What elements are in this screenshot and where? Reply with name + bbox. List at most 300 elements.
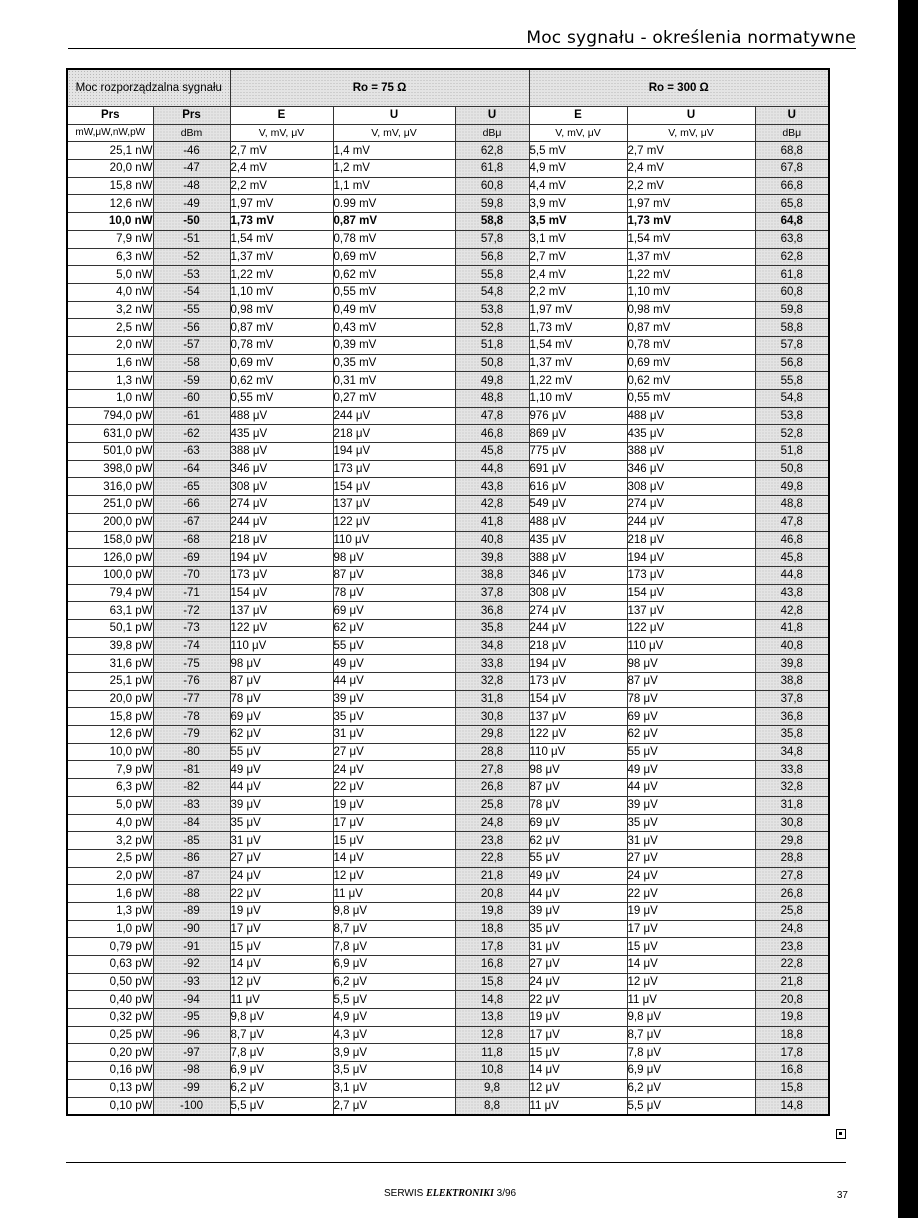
cell-u-75: 3,9 μV bbox=[333, 1044, 455, 1062]
cell-e-75: 62 μV bbox=[230, 726, 333, 744]
cell-prs-power: 2,0 pW bbox=[67, 867, 153, 885]
cell-prs-dbm: -59 bbox=[153, 372, 230, 390]
cell-dbu-300: 49,8 bbox=[755, 478, 829, 496]
cell-dbu-75: 36,8 bbox=[455, 602, 529, 620]
unit-prs-mw: mW,μW,nW,pW bbox=[67, 124, 153, 142]
unit-dbu-75: dBμ bbox=[455, 124, 529, 142]
cell-dbu-75: 33,8 bbox=[455, 655, 529, 673]
cell-prs-power: 5,0 pW bbox=[67, 796, 153, 814]
cell-dbu-300: 27,8 bbox=[755, 867, 829, 885]
cell-dbu-300: 17,8 bbox=[755, 1044, 829, 1062]
cell-dbu-300: 42,8 bbox=[755, 602, 829, 620]
table-row bbox=[67, 460, 829, 478]
table-row bbox=[67, 708, 829, 726]
cell-dbu-75: 52,8 bbox=[455, 319, 529, 337]
cell-e-75: 1,97 mV bbox=[230, 195, 333, 213]
cell-prs-power: 0,79 pW bbox=[67, 938, 153, 956]
cell-dbu-75: 59,8 bbox=[455, 195, 529, 213]
cell-u-300: 173 μV bbox=[627, 566, 755, 584]
cell-u-300: 7,8 μV bbox=[627, 1044, 755, 1062]
cell-u-75: 0,35 mV bbox=[333, 354, 455, 372]
cell-prs-dbm: -74 bbox=[153, 637, 230, 655]
cell-dbu-300: 33,8 bbox=[755, 761, 829, 779]
cell-e-300: 2,7 mV bbox=[529, 248, 627, 266]
table-row bbox=[67, 761, 829, 779]
cell-dbu-300: 61,8 bbox=[755, 266, 829, 284]
cell-dbu-75: 22,8 bbox=[455, 849, 529, 867]
cell-e-75: 1,22 mV bbox=[230, 266, 333, 284]
cell-e-300: 775 μV bbox=[529, 443, 627, 461]
cell-e-75: 6,2 μV bbox=[230, 1079, 333, 1097]
cell-dbu-75: 19,8 bbox=[455, 902, 529, 920]
cell-u-300: 98 μV bbox=[627, 655, 755, 673]
cell-u-300: 9,8 μV bbox=[627, 1009, 755, 1027]
cell-prs-power: 316,0 pW bbox=[67, 478, 153, 496]
cell-prs-dbm: -93 bbox=[153, 973, 230, 991]
table-row bbox=[67, 1097, 829, 1115]
cell-e-75: 17 μV bbox=[230, 920, 333, 938]
cell-u-300: 1,37 mV bbox=[627, 248, 755, 266]
cell-u-75: 0,69 mV bbox=[333, 248, 455, 266]
cell-u-300: 0,87 mV bbox=[627, 319, 755, 337]
cell-e-300: 5,5 mV bbox=[529, 142, 627, 160]
cell-prs-power: 1,3 nW bbox=[67, 372, 153, 390]
cell-dbu-300: 52,8 bbox=[755, 425, 829, 443]
cell-prs-dbm: -57 bbox=[153, 336, 230, 354]
cell-u-75: 0,39 mV bbox=[333, 336, 455, 354]
cell-u-75: 0.99 mV bbox=[333, 195, 455, 213]
cell-e-300: 869 μV bbox=[529, 425, 627, 443]
cell-prs-dbm: -92 bbox=[153, 956, 230, 974]
cell-e-75: 122 μV bbox=[230, 619, 333, 637]
cell-u-75: 69 μV bbox=[333, 602, 455, 620]
cell-u-300: 11 μV bbox=[627, 991, 755, 1009]
cell-u-75: 5,5 μV bbox=[333, 991, 455, 1009]
header-ro-75: Ro = 75 Ω bbox=[230, 69, 529, 107]
table-row bbox=[67, 213, 829, 231]
cell-u-300: 39 μV bbox=[627, 796, 755, 814]
cell-prs-dbm: -47 bbox=[153, 160, 230, 178]
col-u-75: U bbox=[333, 107, 455, 125]
cell-e-300: 1,22 mV bbox=[529, 372, 627, 390]
cell-e-75: 2,4 mV bbox=[230, 160, 333, 178]
cell-dbu-75: 14,8 bbox=[455, 991, 529, 1009]
cell-dbu-300: 48,8 bbox=[755, 496, 829, 514]
cell-prs-dbm: -76 bbox=[153, 673, 230, 691]
cell-u-300: 27 μV bbox=[627, 849, 755, 867]
cell-prs-power: 7,9 nW bbox=[67, 230, 153, 248]
cell-u-300: 31 μV bbox=[627, 832, 755, 850]
footer-issue: 3/96 bbox=[496, 1188, 517, 1199]
cell-u-300: 0,55 mV bbox=[627, 390, 755, 408]
cell-prs-dbm: -50 bbox=[153, 213, 230, 231]
cell-u-300: 17 μV bbox=[627, 920, 755, 938]
table-row bbox=[67, 849, 829, 867]
cell-u-300: 1,97 mV bbox=[627, 195, 755, 213]
cell-prs-dbm: -71 bbox=[153, 584, 230, 602]
cell-e-75: 194 μV bbox=[230, 549, 333, 567]
table-body bbox=[67, 142, 829, 1115]
unit-u-300: V, mV, μV bbox=[627, 124, 755, 142]
cell-e-75: 1,37 mV bbox=[230, 248, 333, 266]
cell-prs-dbm: -72 bbox=[153, 602, 230, 620]
cell-prs-power: 2,5 nW bbox=[67, 319, 153, 337]
cell-u-300: 2,4 mV bbox=[627, 160, 755, 178]
cell-prs-power: 501,0 pW bbox=[67, 443, 153, 461]
cell-u-75: 8,7 μV bbox=[333, 920, 455, 938]
cell-dbu-300: 18,8 bbox=[755, 1026, 829, 1044]
table-row bbox=[67, 584, 829, 602]
cell-dbu-75: 23,8 bbox=[455, 832, 529, 850]
cell-dbu-75: 62,8 bbox=[455, 142, 529, 160]
cell-u-300: 0,69 mV bbox=[627, 354, 755, 372]
cell-u-75: 122 μV bbox=[333, 513, 455, 531]
cell-prs-power: 12,6 nW bbox=[67, 195, 153, 213]
cell-prs-power: 100,0 pW bbox=[67, 566, 153, 584]
cell-u-75: 0,55 mV bbox=[333, 283, 455, 301]
cell-e-75: 24 μV bbox=[230, 867, 333, 885]
cell-dbu-75: 11,8 bbox=[455, 1044, 529, 1062]
cell-dbu-75: 41,8 bbox=[455, 513, 529, 531]
cell-u-300: 308 μV bbox=[627, 478, 755, 496]
cell-u-300: 2,2 mV bbox=[627, 177, 755, 195]
col-prs-mw: Prs bbox=[67, 107, 153, 125]
cell-prs-power: 631,0 pW bbox=[67, 425, 153, 443]
cell-prs-dbm: -95 bbox=[153, 1009, 230, 1027]
cell-prs-power: 1,3 pW bbox=[67, 902, 153, 920]
cell-u-300: 110 μV bbox=[627, 637, 755, 655]
cell-dbu-75: 35,8 bbox=[455, 619, 529, 637]
cell-prs-dbm: -73 bbox=[153, 619, 230, 637]
cell-prs-power: 4,0 nW bbox=[67, 283, 153, 301]
cell-e-300: 308 μV bbox=[529, 584, 627, 602]
cell-dbu-300: 51,8 bbox=[755, 443, 829, 461]
cell-dbu-300: 31,8 bbox=[755, 796, 829, 814]
cell-dbu-300: 26,8 bbox=[755, 885, 829, 903]
cell-u-300: 35 μV bbox=[627, 814, 755, 832]
cell-prs-dbm: -81 bbox=[153, 761, 230, 779]
cell-dbu-300: 41,8 bbox=[755, 619, 829, 637]
cell-prs-power: 0,16 pW bbox=[67, 1062, 153, 1080]
cell-prs-power: 6,3 nW bbox=[67, 248, 153, 266]
cell-u-75: 44 μV bbox=[333, 673, 455, 691]
cell-u-75: 31 μV bbox=[333, 726, 455, 744]
cell-e-300: 14 μV bbox=[529, 1062, 627, 1080]
cell-prs-power: 0,13 pW bbox=[67, 1079, 153, 1097]
table-row bbox=[67, 177, 829, 195]
header-ro-300: Ro = 300 Ω bbox=[529, 69, 829, 107]
cell-dbu-300: 67,8 bbox=[755, 160, 829, 178]
cell-prs-dbm: -84 bbox=[153, 814, 230, 832]
cell-e-300: 122 μV bbox=[529, 726, 627, 744]
cell-prs-dbm: -58 bbox=[153, 354, 230, 372]
cell-dbu-300: 55,8 bbox=[755, 372, 829, 390]
cell-dbu-300: 43,8 bbox=[755, 584, 829, 602]
cell-dbu-300: 36,8 bbox=[755, 708, 829, 726]
unit-prs-dbm: dBm bbox=[153, 124, 230, 142]
cell-e-300: 110 μV bbox=[529, 743, 627, 761]
cell-prs-power: 5,0 nW bbox=[67, 266, 153, 284]
cell-e-300: 2,2 mV bbox=[529, 283, 627, 301]
cell-dbu-75: 55,8 bbox=[455, 266, 529, 284]
cell-dbu-300: 38,8 bbox=[755, 673, 829, 691]
cell-prs-dbm: -48 bbox=[153, 177, 230, 195]
cell-dbu-75: 45,8 bbox=[455, 443, 529, 461]
cell-e-300: 98 μV bbox=[529, 761, 627, 779]
cell-prs-power: 794,0 pW bbox=[67, 407, 153, 425]
cell-u-300: 6,9 μV bbox=[627, 1062, 755, 1080]
cell-prs-dbm: -77 bbox=[153, 690, 230, 708]
table-row bbox=[67, 319, 829, 337]
cell-dbu-75: 58,8 bbox=[455, 213, 529, 231]
cell-dbu-75: 20,8 bbox=[455, 885, 529, 903]
table-row bbox=[67, 354, 829, 372]
cell-dbu-300: 22,8 bbox=[755, 956, 829, 974]
cell-e-75: 435 μV bbox=[230, 425, 333, 443]
cell-prs-dbm: -82 bbox=[153, 779, 230, 797]
cell-u-75: 154 μV bbox=[333, 478, 455, 496]
cell-e-75: 9,8 μV bbox=[230, 1009, 333, 1027]
cell-e-75: 8,7 μV bbox=[230, 1026, 333, 1044]
cell-e-300: 11 μV bbox=[529, 1097, 627, 1115]
cell-u-300: 1,54 mV bbox=[627, 230, 755, 248]
table-row bbox=[67, 796, 829, 814]
cell-dbu-75: 31,8 bbox=[455, 690, 529, 708]
cell-dbu-75: 9,8 bbox=[455, 1079, 529, 1097]
cell-prs-power: 12,6 pW bbox=[67, 726, 153, 744]
cell-e-300: 435 μV bbox=[529, 531, 627, 549]
table-row bbox=[67, 902, 829, 920]
cell-e-75: 0,55 mV bbox=[230, 390, 333, 408]
cell-prs-power: 6,3 pW bbox=[67, 779, 153, 797]
table-row bbox=[67, 496, 829, 514]
cell-dbu-75: 34,8 bbox=[455, 637, 529, 655]
cell-dbu-300: 28,8 bbox=[755, 849, 829, 867]
cell-u-75: 0,43 mV bbox=[333, 319, 455, 337]
table-row bbox=[67, 1026, 829, 1044]
cell-e-300: 2,4 mV bbox=[529, 266, 627, 284]
cell-u-300: 488 μV bbox=[627, 407, 755, 425]
table-row bbox=[67, 973, 829, 991]
cell-prs-dbm: -66 bbox=[153, 496, 230, 514]
table-row bbox=[67, 779, 829, 797]
cell-u-75: 0,62 mV bbox=[333, 266, 455, 284]
table-header bbox=[67, 69, 829, 142]
cell-e-300: 19 μV bbox=[529, 1009, 627, 1027]
cell-prs-power: 398,0 pW bbox=[67, 460, 153, 478]
cell-e-75: 44 μV bbox=[230, 779, 333, 797]
table-row bbox=[67, 513, 829, 531]
cell-u-75: 15 μV bbox=[333, 832, 455, 850]
cell-e-300: 39 μV bbox=[529, 902, 627, 920]
cell-dbu-75: 42,8 bbox=[455, 496, 529, 514]
cell-u-75: 19 μV bbox=[333, 796, 455, 814]
cell-dbu-75: 44,8 bbox=[455, 460, 529, 478]
cell-dbu-300: 44,8 bbox=[755, 566, 829, 584]
cell-dbu-75: 28,8 bbox=[455, 743, 529, 761]
cell-dbu-75: 26,8 bbox=[455, 779, 529, 797]
cell-prs-dbm: -89 bbox=[153, 902, 230, 920]
cell-e-300: 62 μV bbox=[529, 832, 627, 850]
table-row bbox=[67, 407, 829, 425]
cell-dbu-75: 57,8 bbox=[455, 230, 529, 248]
cell-prs-dbm: -96 bbox=[153, 1026, 230, 1044]
cell-e-75: 27 μV bbox=[230, 849, 333, 867]
page-title: Moc sygnału - określenia normatywne bbox=[526, 28, 856, 48]
cell-u-75: 0,78 mV bbox=[333, 230, 455, 248]
scan-edge-bar bbox=[898, 0, 918, 1218]
cell-dbu-300: 20,8 bbox=[755, 991, 829, 1009]
cell-dbu-75: 30,8 bbox=[455, 708, 529, 726]
table-row bbox=[67, 478, 829, 496]
cell-e-75: 137 μV bbox=[230, 602, 333, 620]
cell-e-300: 44 μV bbox=[529, 885, 627, 903]
cell-e-300: 17 μV bbox=[529, 1026, 627, 1044]
cell-e-300: 22 μV bbox=[529, 991, 627, 1009]
cell-dbu-300: 16,8 bbox=[755, 1062, 829, 1080]
cell-dbu-300: 30,8 bbox=[755, 814, 829, 832]
cell-dbu-300: 32,8 bbox=[755, 779, 829, 797]
table-row bbox=[67, 726, 829, 744]
cell-u-75: 49 μV bbox=[333, 655, 455, 673]
cell-prs-power: 0,10 pW bbox=[67, 1097, 153, 1115]
cell-dbu-300: 53,8 bbox=[755, 407, 829, 425]
cell-prs-dbm: -99 bbox=[153, 1079, 230, 1097]
cell-e-300: 549 μV bbox=[529, 496, 627, 514]
cell-dbu-300: 21,8 bbox=[755, 973, 829, 991]
cell-e-75: 39 μV bbox=[230, 796, 333, 814]
cell-e-75: 6,9 μV bbox=[230, 1062, 333, 1080]
unit-dbu-300: dBμ bbox=[755, 124, 829, 142]
table-row bbox=[67, 814, 829, 832]
cell-u-75: 17 μV bbox=[333, 814, 455, 832]
cell-dbu-75: 51,8 bbox=[455, 336, 529, 354]
cell-prs-power: 2,5 pW bbox=[67, 849, 153, 867]
cell-u-75: 78 μV bbox=[333, 584, 455, 602]
table-row bbox=[67, 266, 829, 284]
table-row bbox=[67, 230, 829, 248]
cell-u-300: 44 μV bbox=[627, 779, 755, 797]
cell-dbu-300: 46,8 bbox=[755, 531, 829, 549]
col-u-300: U bbox=[627, 107, 755, 125]
cell-u-300: 122 μV bbox=[627, 619, 755, 637]
cell-prs-power: 15,8 nW bbox=[67, 177, 153, 195]
cell-dbu-75: 54,8 bbox=[455, 283, 529, 301]
cell-e-300: 3,1 mV bbox=[529, 230, 627, 248]
cell-u-300: 0,78 mV bbox=[627, 336, 755, 354]
table-row bbox=[67, 301, 829, 319]
cell-prs-dbm: -64 bbox=[153, 460, 230, 478]
cell-e-300: 1,54 mV bbox=[529, 336, 627, 354]
cell-u-75: 55 μV bbox=[333, 637, 455, 655]
cell-prs-dbm: -85 bbox=[153, 832, 230, 850]
cell-e-300: 3,9 mV bbox=[529, 195, 627, 213]
cell-e-75: 2,7 mV bbox=[230, 142, 333, 160]
cell-e-300: 154 μV bbox=[529, 690, 627, 708]
cell-prs-dbm: -75 bbox=[153, 655, 230, 673]
cell-u-300: 69 μV bbox=[627, 708, 755, 726]
cell-u-300: 218 μV bbox=[627, 531, 755, 549]
cell-e-300: 244 μV bbox=[529, 619, 627, 637]
cell-dbu-300: 57,8 bbox=[755, 336, 829, 354]
cell-e-300: 55 μV bbox=[529, 849, 627, 867]
header-row-columns bbox=[67, 107, 829, 125]
cell-e-300: 346 μV bbox=[529, 566, 627, 584]
cell-prs-dbm: -49 bbox=[153, 195, 230, 213]
end-of-article-icon bbox=[836, 1129, 846, 1139]
cell-e-300: 274 μV bbox=[529, 602, 627, 620]
cell-dbu-300: 34,8 bbox=[755, 743, 829, 761]
cell-e-75: 0,69 mV bbox=[230, 354, 333, 372]
cell-dbu-300: 23,8 bbox=[755, 938, 829, 956]
cell-e-75: 0,98 mV bbox=[230, 301, 333, 319]
footer-brand: ELEKTRONIKI bbox=[426, 1188, 494, 1199]
cell-prs-dbm: -65 bbox=[153, 478, 230, 496]
cell-dbu-300: 50,8 bbox=[755, 460, 829, 478]
cell-u-75: 27 μV bbox=[333, 743, 455, 761]
cell-e-300: 1,97 mV bbox=[529, 301, 627, 319]
cell-prs-dbm: -61 bbox=[153, 407, 230, 425]
cell-e-300: 49 μV bbox=[529, 867, 627, 885]
cell-e-300: 31 μV bbox=[529, 938, 627, 956]
cell-dbu-75: 39,8 bbox=[455, 549, 529, 567]
cell-e-75: 22 μV bbox=[230, 885, 333, 903]
cell-dbu-300: 66,8 bbox=[755, 177, 829, 195]
cell-prs-dbm: -70 bbox=[153, 566, 230, 584]
cell-e-75: 218 μV bbox=[230, 531, 333, 549]
cell-prs-power: 31,6 pW bbox=[67, 655, 153, 673]
table-row bbox=[67, 195, 829, 213]
col-prs-dbm: Prs bbox=[153, 107, 230, 125]
header-available-power: Moc rozporządzalna sygnału bbox=[67, 69, 230, 107]
cell-u-75: 0,31 mV bbox=[333, 372, 455, 390]
cell-u-300: 5,5 μV bbox=[627, 1097, 755, 1115]
cell-prs-power: 126,0 pW bbox=[67, 549, 153, 567]
cell-prs-power: 7,9 pW bbox=[67, 761, 153, 779]
cell-dbu-300: 39,8 bbox=[755, 655, 829, 673]
table-row bbox=[67, 372, 829, 390]
cell-e-300: 87 μV bbox=[529, 779, 627, 797]
cell-u-75: 6,9 μV bbox=[333, 956, 455, 974]
cell-u-75: 110 μV bbox=[333, 531, 455, 549]
cell-dbu-300: 45,8 bbox=[755, 549, 829, 567]
cell-dbu-75: 24,8 bbox=[455, 814, 529, 832]
cell-dbu-75: 12,8 bbox=[455, 1026, 529, 1044]
cell-dbu-75: 40,8 bbox=[455, 531, 529, 549]
cell-dbu-75: 47,8 bbox=[455, 407, 529, 425]
cell-prs-dbm: -98 bbox=[153, 1062, 230, 1080]
cell-dbu-300: 56,8 bbox=[755, 354, 829, 372]
cell-dbu-75: 49,8 bbox=[455, 372, 529, 390]
cell-prs-power: 1,6 pW bbox=[67, 885, 153, 903]
table-row bbox=[67, 1009, 829, 1027]
cell-e-300: 388 μV bbox=[529, 549, 627, 567]
cell-dbu-300: 15,8 bbox=[755, 1079, 829, 1097]
table-row bbox=[67, 619, 829, 637]
cell-e-75: 110 μV bbox=[230, 637, 333, 655]
cell-dbu-300: 68,8 bbox=[755, 142, 829, 160]
cell-u-300: 14 μV bbox=[627, 956, 755, 974]
cell-prs-dbm: -52 bbox=[153, 248, 230, 266]
table-row bbox=[67, 160, 829, 178]
cell-dbu-75: 50,8 bbox=[455, 354, 529, 372]
cell-prs-power: 1,0 nW bbox=[67, 390, 153, 408]
cell-dbu-75: 48,8 bbox=[455, 390, 529, 408]
cell-u-75: 0,87 mV bbox=[333, 213, 455, 231]
table-row bbox=[67, 425, 829, 443]
cell-e-300: 35 μV bbox=[529, 920, 627, 938]
cell-prs-power: 158,0 pW bbox=[67, 531, 153, 549]
